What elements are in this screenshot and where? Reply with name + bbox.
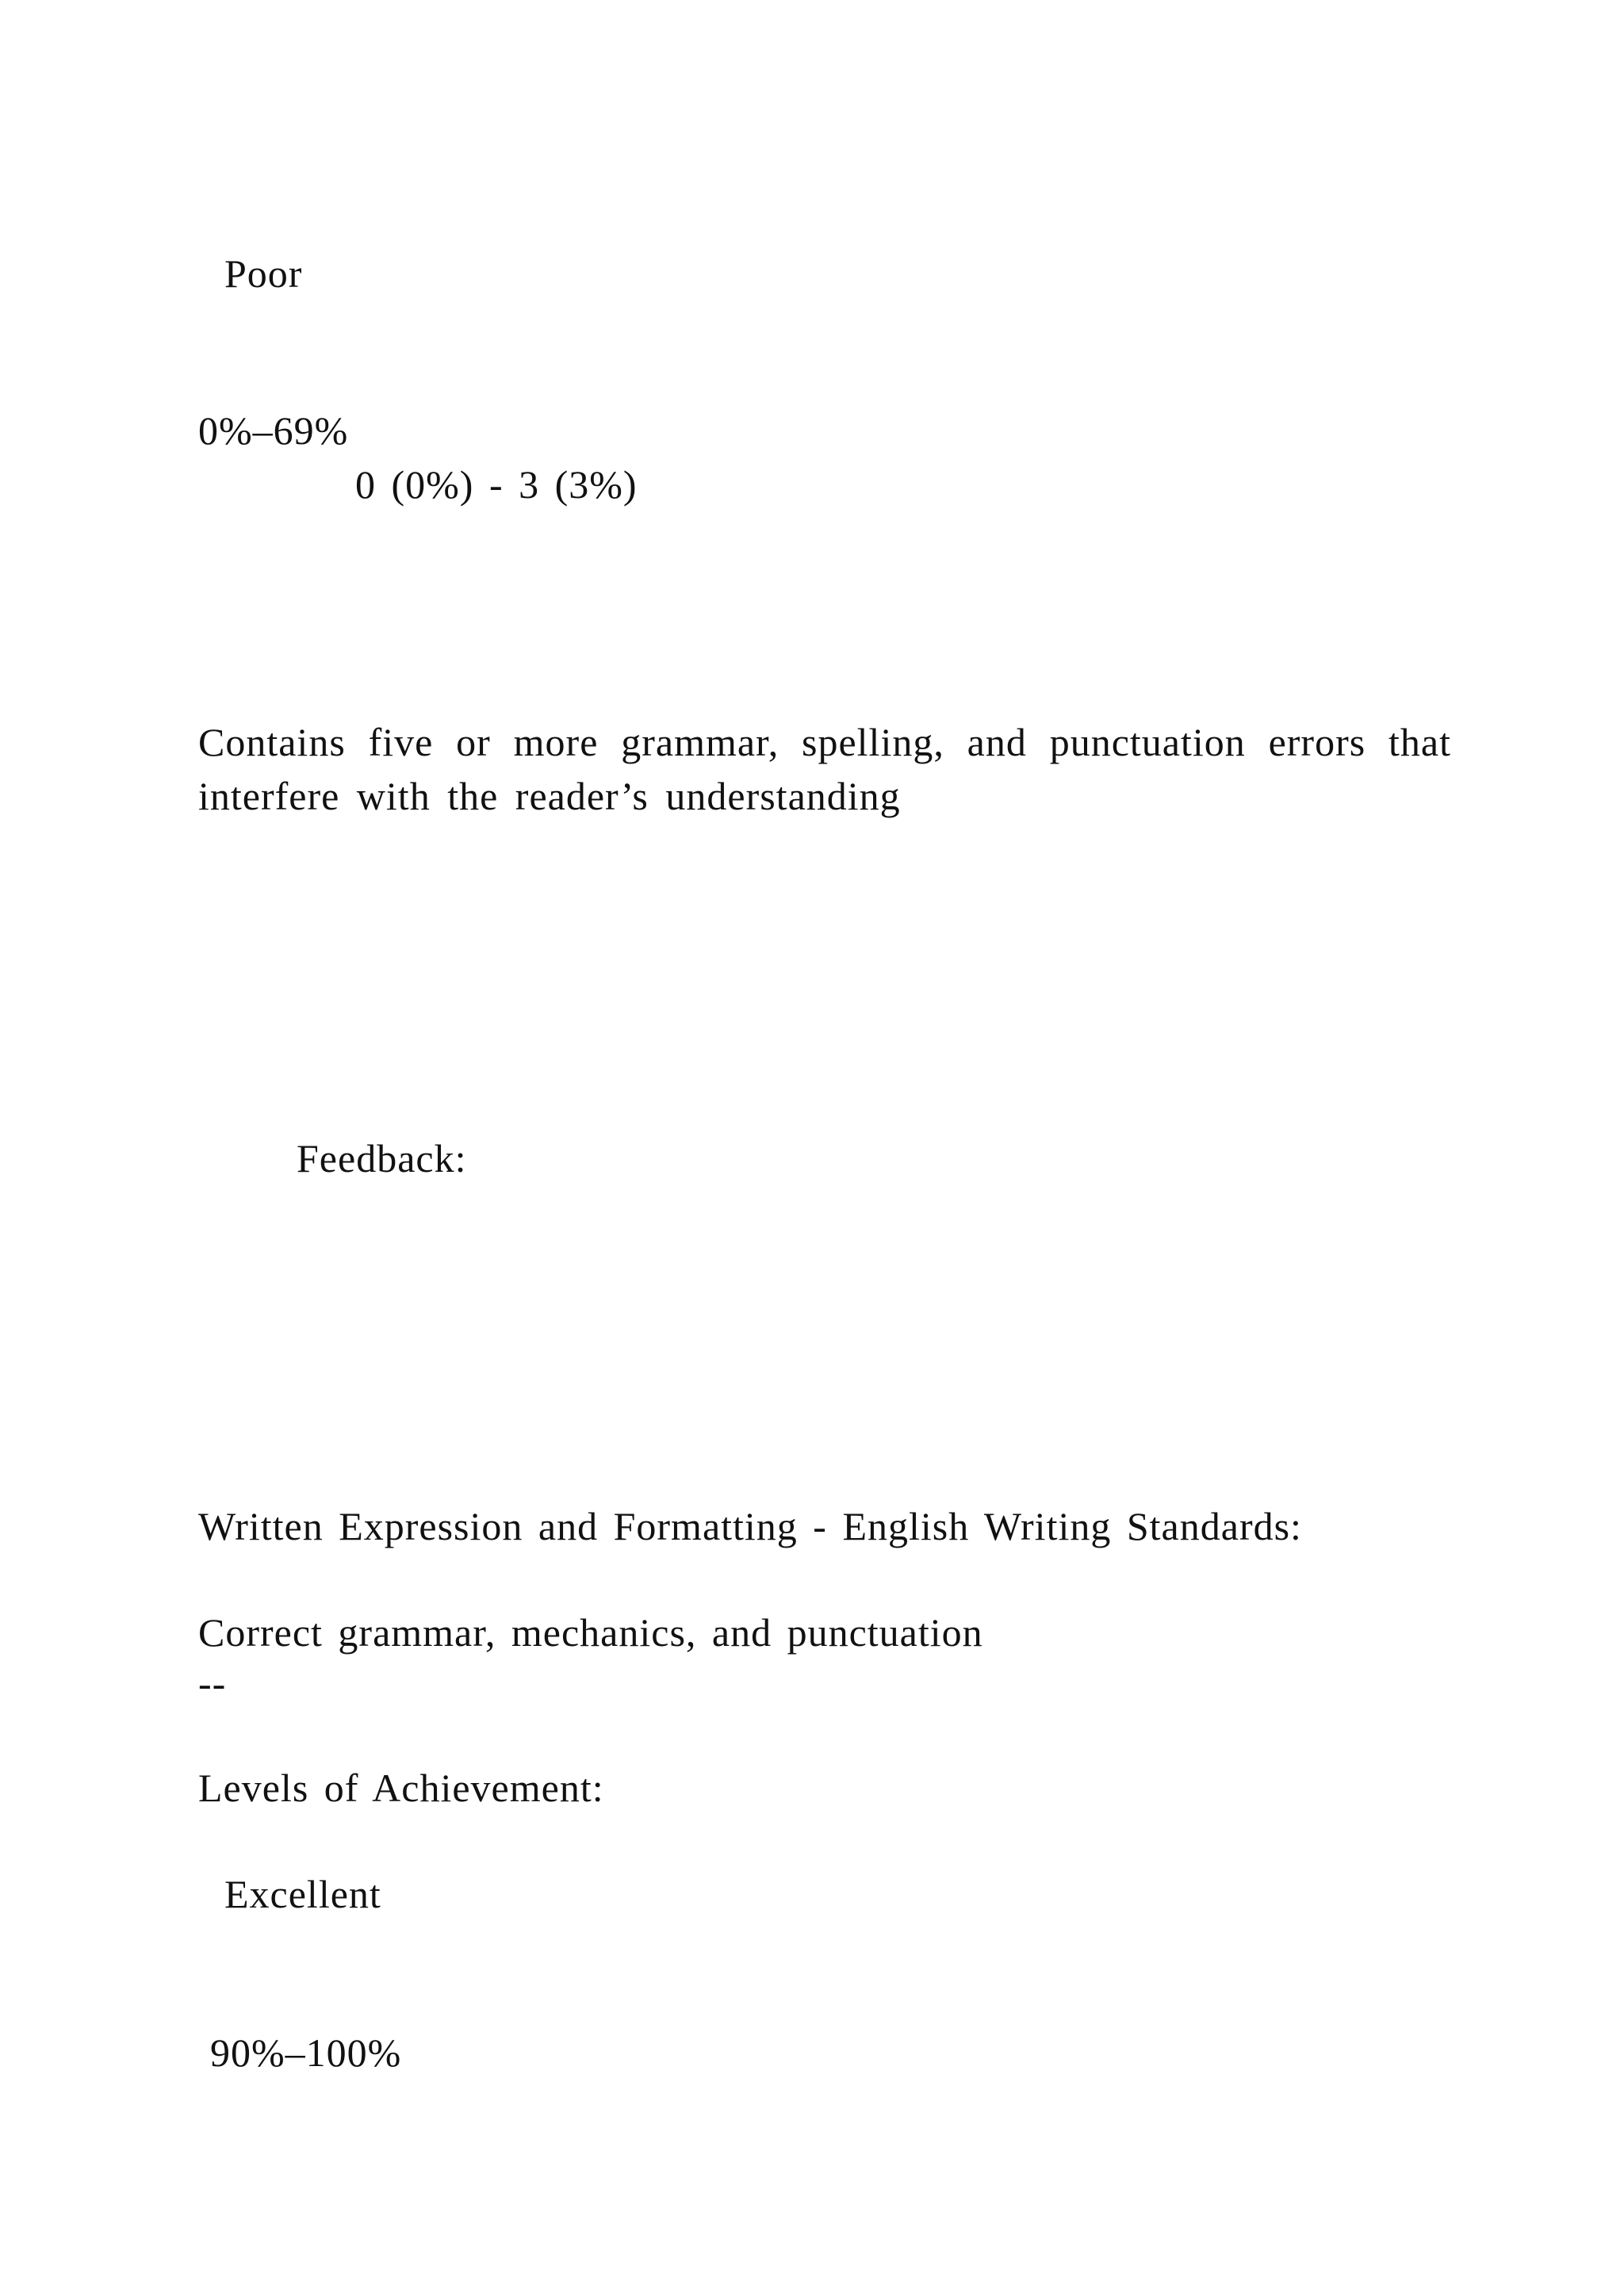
feedback-label: Feedback: <box>297 1136 467 1181</box>
level-percent-range-excellent: 90%–100% <box>210 2030 402 2075</box>
criterion-title: Written Expression and Formatting - English Writing Standards: <box>198 1504 1302 1548</box>
level-name-excellent: Excellent <box>224 1872 381 1916</box>
criterion-description: Correct grammar, mechanics, and punctuation <box>198 1610 983 1655</box>
level-percent-range-poor: 0%–69% <box>198 408 349 453</box>
separator: -- <box>198 1661 227 1705</box>
level-points-poor: 0 (0%) - 3 (3%) <box>355 462 638 507</box>
level-name-poor: Poor <box>224 251 303 296</box>
levels-of-achievement-label: Levels of Achievement: <box>198 1766 604 1810</box>
level-description-poor: Contains five or more grammar, spelling, and punctuation errors that interfere with the reader’s understanding <box>198 720 1451 818</box>
